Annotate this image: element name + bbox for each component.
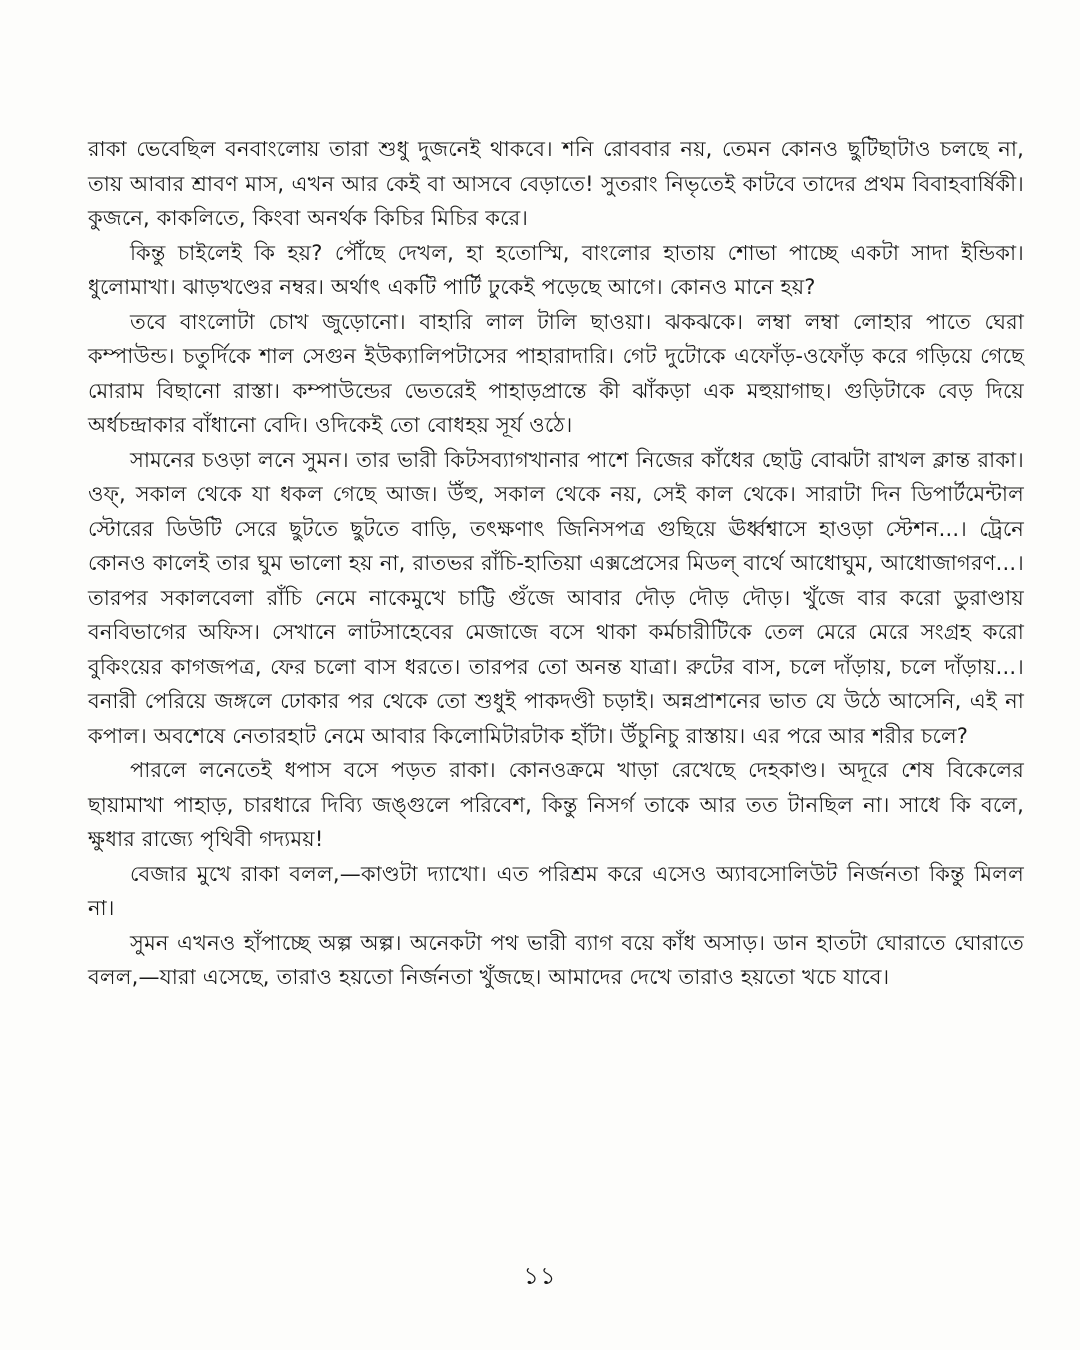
paragraph: পারলে লনেতেই ধপাস বসে পড়ত রাকা। কোনওক্রমে খাড়া রেখেছে দেহকাণ্ড। অদূরে শেষ বিকেলের ছায়ামাখা পাহাড়, চারধারে দিব্যি জঙ্গুলে পরিবেশ, কিন্তু নিসর্গ তাকে আর তত টানছিল না। সাধে কি বলে, ক্ষুধার রাজ্যে পৃথিবী গদ্যময়! <box>88 758 1024 851</box>
paragraph: তবে বাংলোটা চোখ জুড়োনো। বাহারি লাল টালি ছাওয়া। ঝকঝকে। লম্বা লম্বা লোহার পাতে ঘেরা কম্পাউন্ড। চতুর্দিকে শাল সেগুন ইউক্যালিপটাসের পাহারাদারি। গেট দুটোকে এফোঁড়-ওফোঁড় করে গড়িয়ে গেছে মোরাম বিছানো রাস্তা। কম্পাউন্ডের ভেতরেই পাহাড়প্রান্তে কী ঝাঁকড়া এক মহুয়াগাছ। গুড়িটাকে বেড় দিয়ে অর্ধচন্দ্রাকার বাঁধানো বেদি। ওদিকেই তো বোধহয় সূর্য ওঠে। <box>88 309 1024 437</box>
paragraph: রাকা ভেবেছিল বনবাংলোয় তারা শুধু দুজনেই থাকবে। শনি রোববার নয়, তেমন কোনও ছুটিছাটাও চলছে না, তায় আবার শ্রাবণ মাস, এখন আর কেই বা আসবে বেড়াতে! সুতরাং নিভৃতেই কাটবে তাদের প্রথম বিবাহবার্ষিকী। কুজনে, কাকলিতে, কিংবা অনর্থক কিচির মিচির করে। <box>88 137 1024 230</box>
page-number: ১১ <box>523 1262 557 1290</box>
paragraph: কিন্তু চাইলেই কি হয়? পৌঁছে দেখল, হা হতোস্মি, বাংলোর হাতায় শোভা পাচ্ছে একটা সাদা ইন্ডিকা। ধুলোমাখা। ঝাড়খণ্ডের নম্বর। অর্থাৎ একটি পার্টি ঢুকেই পড়েছে আগে। কোনও মানে হয়? <box>88 240 1024 299</box>
body-text <box>88 132 1024 995</box>
paragraph: সামনের চওড়া লনে সুমন। তার ভারী কিটসব্যাগখানার পাশে নিজের কাঁধের ছোট্ট বোঝটা রাখল ক্লান্ত রাকা। ওফ্, সকাল থেকে যা ধকল গেছে আজ। উঁহু, সকাল থেকে নয়, সেই কাল থেকে। সারাটা দিন ডিপার্টমেন্টাল স্টোরের ডিউটি সেরে ছুটতে ছুটতে বাড়ি, তৎক্ষণাৎ জিনিসপত্র গুছিয়ে ঊর্ধ্বশ্বাসে হাওড়া স্টেশন...। ট্রেনে কোনও কালেই তার ঘুম ভালো হয় না, রাতভর রাঁচি-হাতিয়া এক্সপ্রেসের মিডল্ বার্থে আধোঘুম, আধোজাগরণ...। তারপর সকালবেলা রাঁচি নেমে নাকেমুখে চাট্টি গুঁজে আবার দৌড় দৌড় দৌড়। খুঁজে বার করো ডুরাণ্ডায় বনবিভাগের অফিস। সেখানে লাটসাহেবের মেজাজে বসে থাকা কর্মচারীটিকে তেল মেরে মেরে সংগ্রহ করো বুকিংয়ের কাগজপত্র, ফের চলো বাস ধরতে। তারপর তো অনন্ত যাত্রা। রুটের বাস, চলে দাঁড়ায়, চলে দাঁড়ায়...। বনারী পেরিয়ে জঙ্গলে ঢোকার পর থেকে তো শুধুই পাকদণ্ডী চড়াই। অন্নপ্রাশনের ভাত যে উঠে আসেনি, এই না কপাল। অবশেষে নেতারহাট নেমে আবার কিলোমিটারটাক হাঁটা। উঁচুনিচু রাস্তায়। এর পরে আর শরীর চলে? <box>88 447 1024 748</box>
paragraph: সুমন এখনও হাঁপাচ্ছে অল্প অল্প। অনেকটা পথ ভারী ব্যাগ বয়ে কাঁধ অসাড়। ডান হাতটা ঘোরাতে ঘোরাতে বলল,—যারা এসেছে, তারাও হয়তো নির্জনতা খুঁজছে। আমাদের দেখে তারাও হয়তো খচে যাবে। <box>88 930 1024 989</box>
paragraph: বেজার মুখে রাকা বলল,—কাণ্ডটা দ্যাখো। এত পরিশ্রম করে এসেও অ্যাবসোলিউট নির্জনতা কিন্তু মিলল না। <box>88 861 1024 920</box>
